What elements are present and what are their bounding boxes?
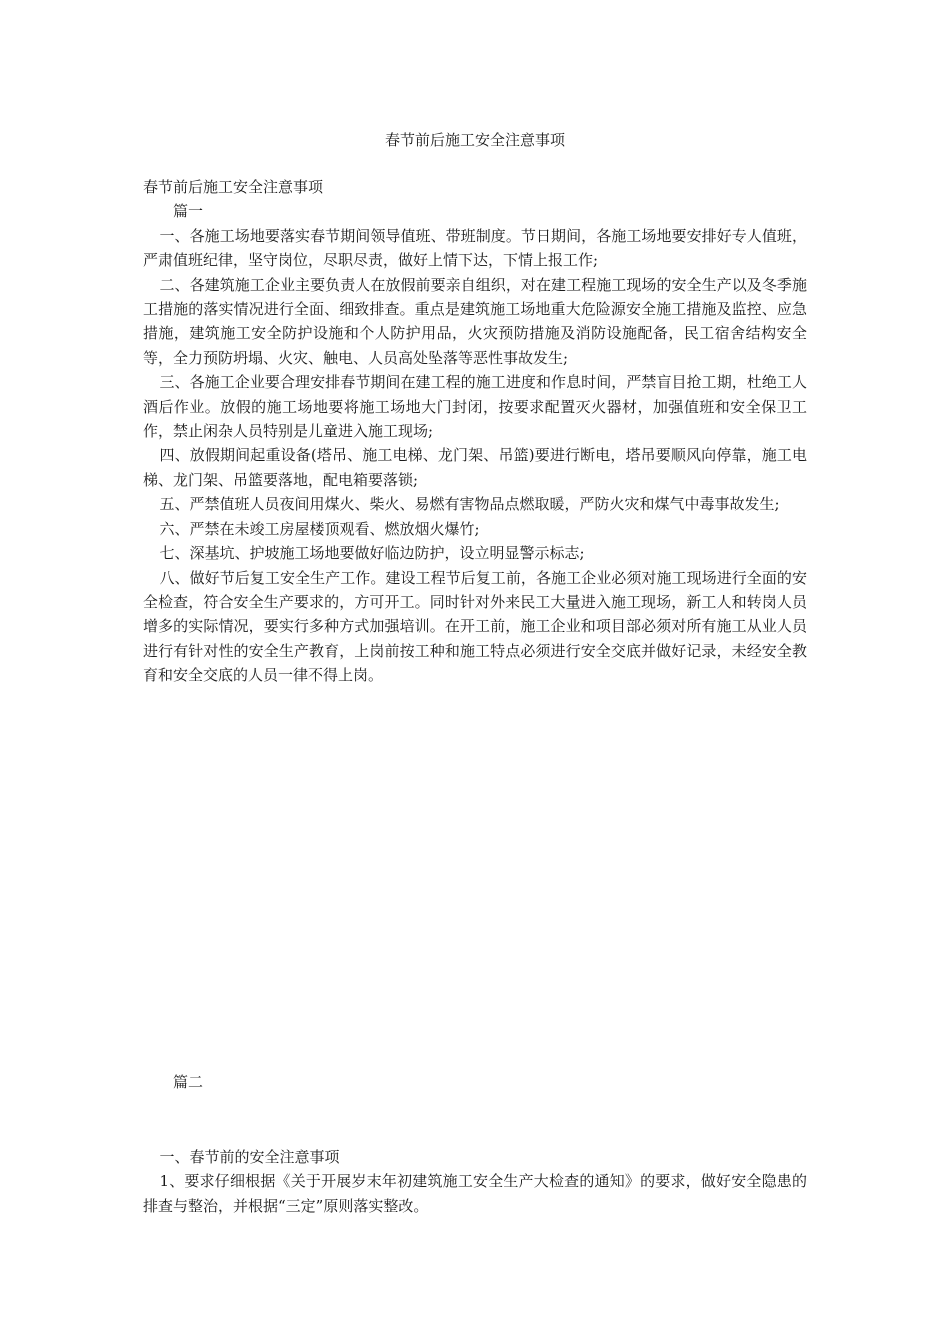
paragraph: 八、做好节后复工安全生产工作。建设工程节后复工前，各施工企业必须对施工现场进行全面的安全检查，符合安全生产要求的，方可开工。同时针对外来民工大量进入施工现场，新工人和转岗人员增多的实际情况，要实行多种方式加强培训。在开工前，施工企业和项目部必须对所有施工从业人员进行有针对性的安全生产教育，上岗前按工种和施工特点必须进行安全交底并做好记录，未经安全教育和安全交底的人员一律不得上岗。 [143, 568, 807, 685]
document-subtitle: 春节前后施工安全注意事项 [143, 178, 324, 196]
page-title: 春节前后施工安全注意事项 [384, 131, 565, 149]
paragraph: 七、深基坑、护坡施工场地要做好临边防护，设立明显警示标志; [159, 544, 585, 563]
paragraph: 一、各施工场地要落实春节期间领导值班、带班制度。节日期间，各施工场地要安排好专人值班，严肃值班纪律，坚守岗位，尽职尽责，做好上情下达，下情上报工作; [143, 226, 807, 270]
document-body-part2 [143, 1145, 807, 1218]
paragraph: 四、放假期间起重设备(塔吊、施工电梯、龙门架、吊篮)要进行断电，塔吊要顺风向停靠，施工电梯、龙门架、吊篮要落地，配电箱要落锁; [143, 446, 807, 489]
paragraph: 二、各建筑施工企业主要负责人在放假前要亲自组织，对在建工程施工现场的安全生产以及冬季施工措施的落实情况进行全面、细致排查。重点是建筑施工场地重大危险源安全施工措施及监控、应急措施，建筑施工安全防护设施和个人防护用品，火灾预防措施及消防设施配备，民工宿舍结构安全等，全力预防坍塌、火灾、触电、人员高处坠落等恶性事故发生; [143, 275, 807, 367]
document-body-part1 [143, 175, 807, 688]
paragraph: 五、严禁值班人员夜间用煤火、柴火、易燃有害物品点燃取暖，严防火灾和煤气中毒事故发生; [159, 495, 780, 514]
part1-label: 篇一 [173, 202, 204, 221]
paragraph: 三、各施工企业要合理安排春节期间在建工程的施工进度和作息时间，严禁盲目抢工期，杜绝工人酒后作业。放假的施工场地要将施工场地大门封闭，按要求配置灭火器材，加强值班和安全保卫工作，禁止闲杂人员特别是儿童进入施工现场; [143, 373, 807, 441]
document-body-part2-label [143, 1070, 807, 1094]
part2-label: 篇二 [173, 1073, 204, 1091]
paragraph: 六、严禁在未竣工房屋楼顶观看、燃放烟火爆竹; [159, 519, 480, 538]
section-heading: 一、春节前的安全注意事项 [159, 1148, 340, 1166]
paragraph: 1、要求仔细根据《关于开展岁末年初建筑施工安全生产大检查的通知》的要求，做好安全隐患的排查与整治，并根据“三定”原则落实整改。 [143, 1172, 807, 1215]
